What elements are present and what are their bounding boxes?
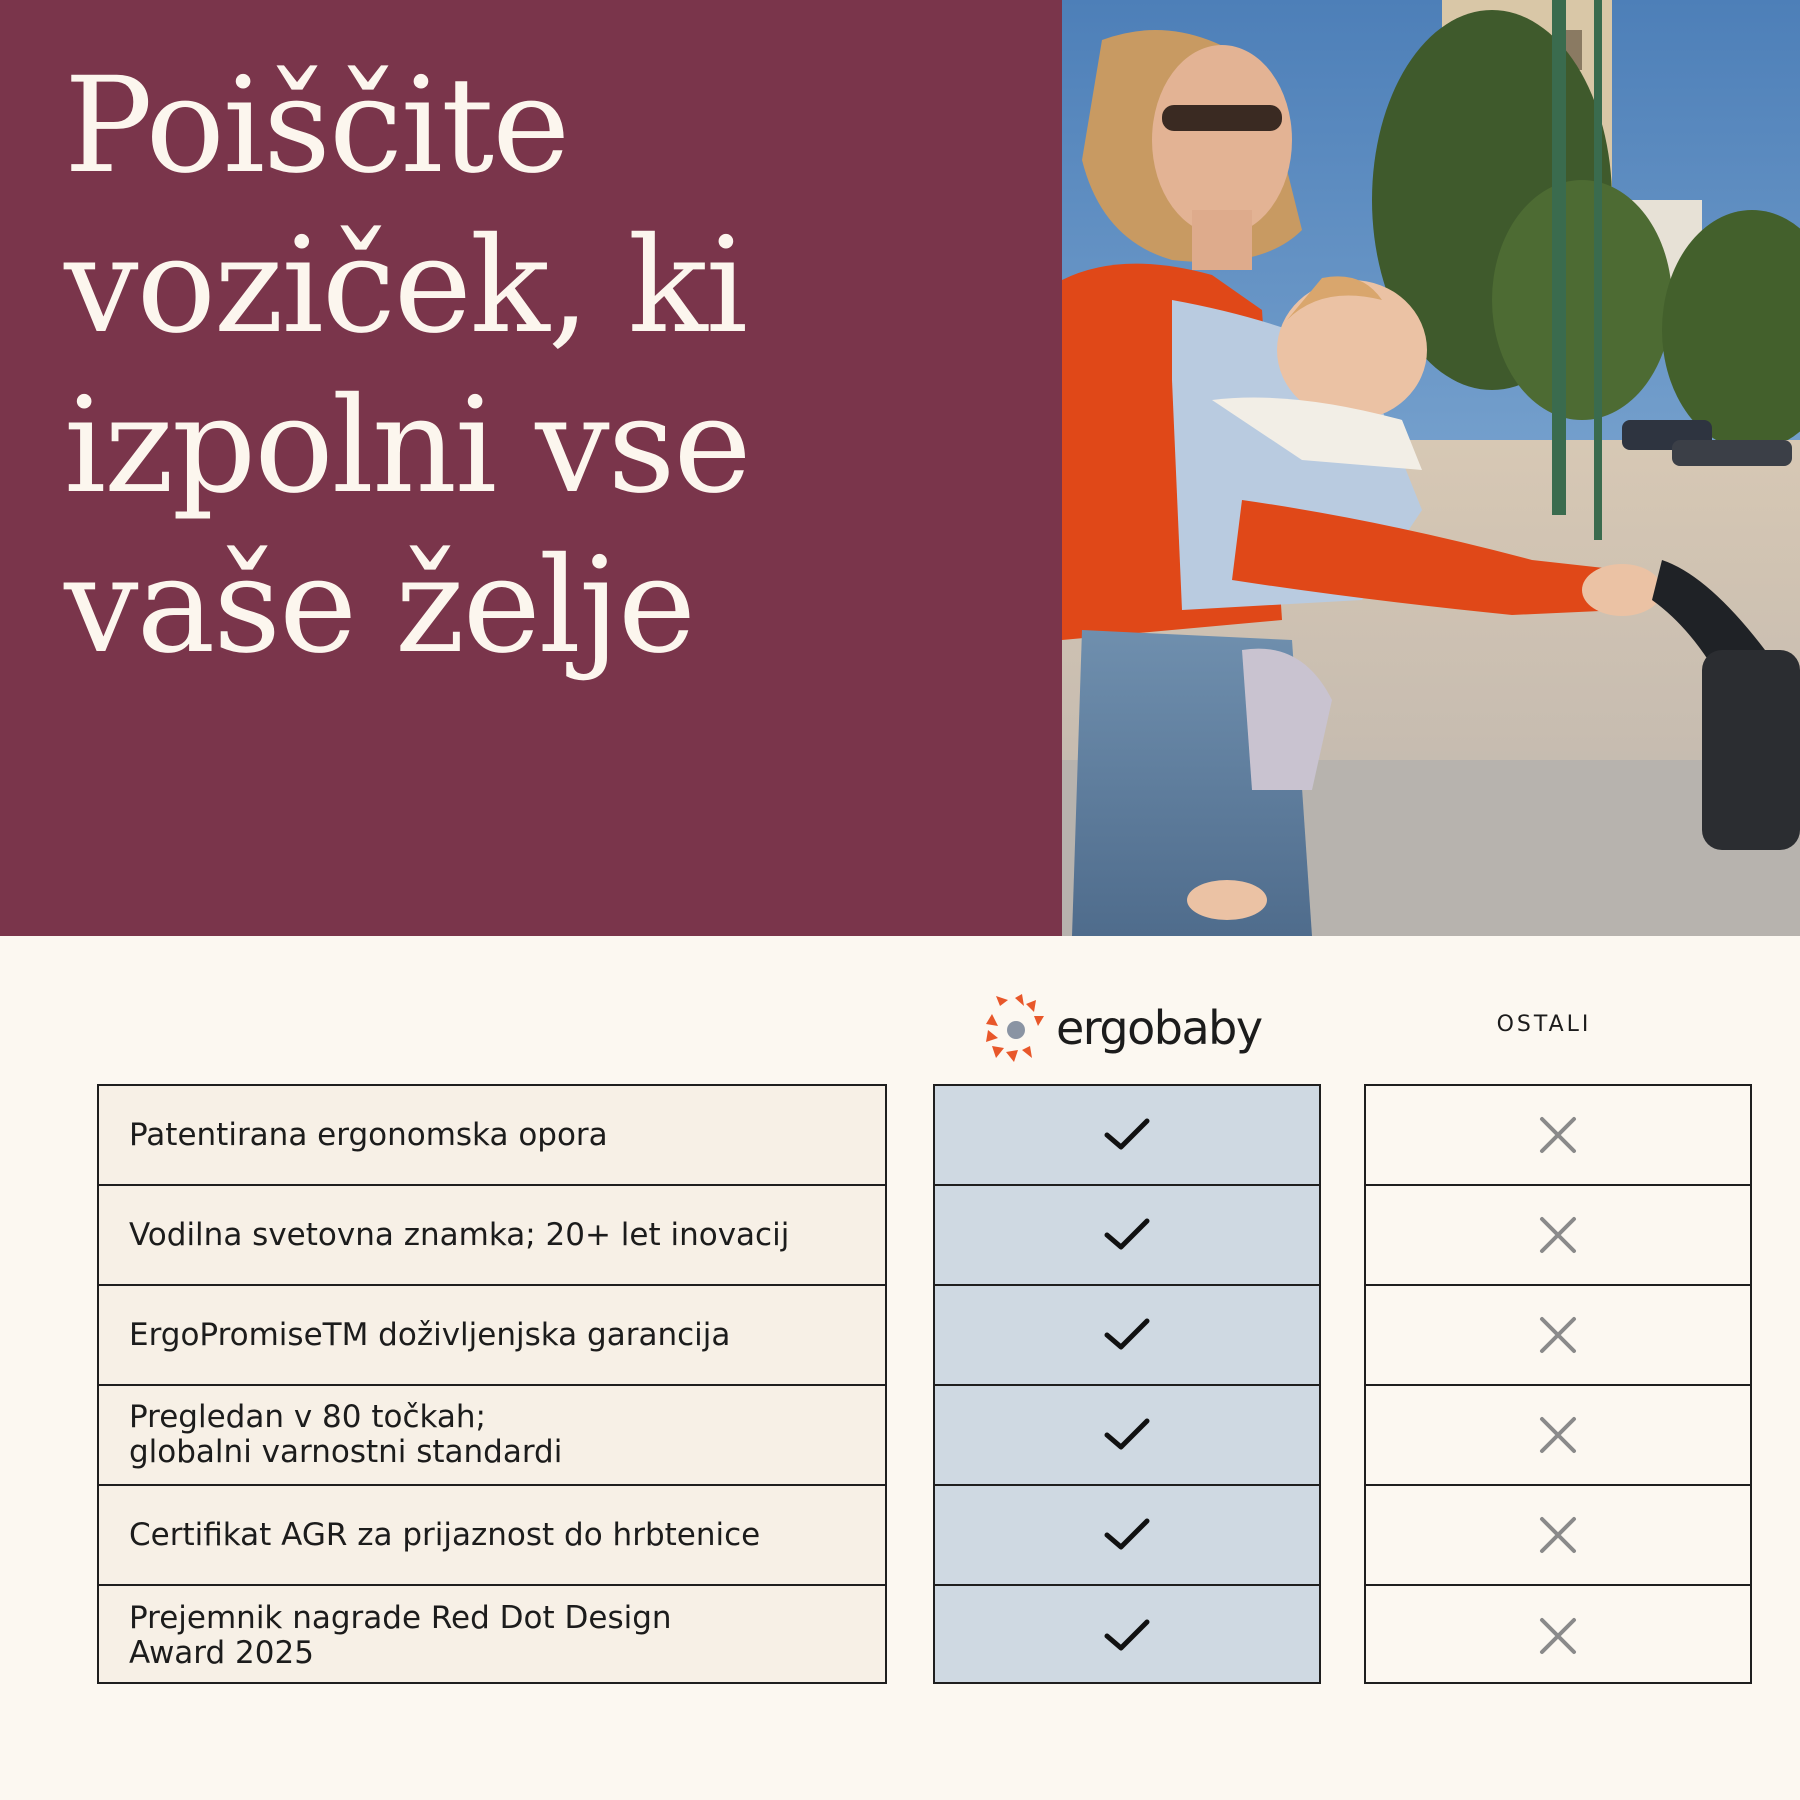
cross-icon [1538,1315,1578,1355]
brand-cell [935,1586,1319,1686]
brand-cell [935,1386,1319,1486]
feature-label: Pregledan v 80 točkah; globalni varnostni standardi [129,1399,563,1470]
hero-panel [0,0,1062,936]
feature-label: Patentirana ergonomska opora [129,1116,608,1153]
brand-column [933,1084,1321,1684]
ergobaby-sun-icon [984,992,1046,1064]
others-cell [1366,1086,1750,1186]
check-icon [1103,1517,1151,1553]
feature-label: Certifikat AGR za prijaznost do hrbtenice [129,1516,761,1553]
check-icon [1103,1417,1151,1453]
others-cell [1366,1586,1750,1686]
others-column [1364,1084,1752,1684]
headline [64,46,1044,686]
cross-icon [1538,1616,1578,1656]
check-icon [1103,1317,1151,1353]
brand-name: ergobaby [1056,1001,1262,1055]
table-row [99,1086,885,1186]
brand-cell [935,1286,1319,1386]
brand-cell [935,1086,1319,1186]
brand-cell [935,1486,1319,1586]
check-icon [1103,1117,1151,1153]
brand-cell [935,1186,1319,1286]
table-row [99,1486,885,1586]
cross-icon [1538,1415,1578,1455]
ergobaby-logo [984,990,1262,1066]
hero-photo [1062,0,1800,936]
cross-icon [1538,1215,1578,1255]
others-column-header: OSTALI [1496,1012,1592,1037]
check-icon [1103,1618,1151,1654]
headline-line: izpolni vse [64,369,750,523]
others-cell [1366,1486,1750,1586]
table-row [99,1186,885,1286]
cross-icon [1538,1115,1578,1155]
others-cell [1366,1286,1750,1386]
table-row [99,1586,885,1686]
others-cell [1366,1186,1750,1286]
features-column [97,1084,887,1684]
table-row [99,1386,885,1486]
headline-line: voziček, ki [64,209,746,363]
cross-icon [1538,1515,1578,1555]
table-row [99,1286,885,1386]
feature-label: Prejemnik nagrade Red Dot Design Award 2025 [129,1600,672,1671]
headline-line: vaše želje [64,529,695,683]
check-icon [1103,1217,1151,1253]
mother-with-baby-photo [1062,0,1800,936]
others-cell [1366,1386,1750,1486]
feature-label: ErgoPromiseTM doživljenjska garancija [129,1316,731,1353]
headline-line: Poiščite [64,49,569,203]
feature-label: Vodilna svetovna znamka; 20+ let inovacij [129,1216,790,1253]
